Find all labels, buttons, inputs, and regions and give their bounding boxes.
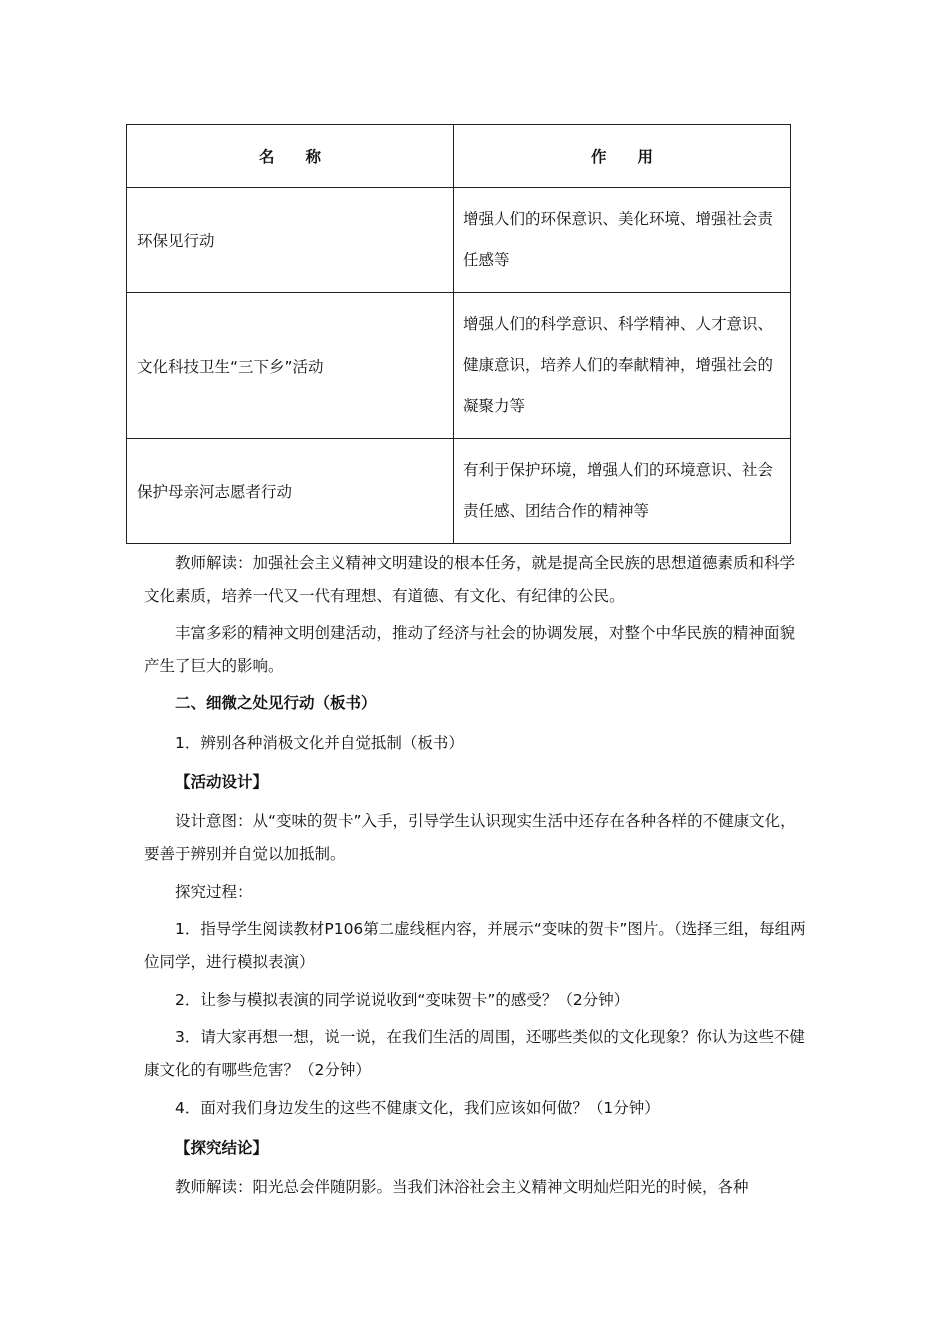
- paragraph-creation-activities: 丰富多彩的精神文明创建活动，推动了经济与社会的协调发展，对整个中华民族的精神面貌产生了巨大的影响。: [144, 624, 796, 675]
- activity-name: 文化科技卫生“三下乡”活动: [127, 293, 454, 439]
- table-row: [127, 439, 791, 544]
- activity-table: [126, 124, 791, 544]
- step-1: 1．指导学生阅读教材P106第二虚线框内容，并展示“变味的贺卡”图片。（选择三组，每组两位同学，进行模拟表演）: [144, 920, 806, 971]
- section-heading: 二、细微之处见行动（板书）: [175, 694, 377, 712]
- paragraph-design-intent: 设计意图：从“变味的贺卡”入手，引导学生认识现实生活中还存在各种各样的不健康文化，要善于辨别并自觉以加抵制。: [144, 812, 796, 863]
- activity-effect: 增强人们的环保意识、美化环境、增强社会责任感等: [454, 188, 791, 293]
- conclusion-text: 教师解读：阳光总会伴随阴影。当我们沐浴社会主义精神文明灿烂阳光的时候，各种: [175, 1178, 749, 1196]
- activity-effect: 有利于保护环境，增强人们的环境意识、社会责任感、团结合作的精神等: [454, 439, 791, 544]
- table-row: [127, 188, 791, 293]
- step-4: 4．面对我们身边发生的这些不健康文化，我们应该如何做？（1分钟）: [175, 1099, 660, 1117]
- step-3: 3．请大家再想一想，说一说，在我们生活的周围，还哪些类似的文化现象？你认为这些不健康文化的有哪些危害？（2分钟）: [144, 1028, 805, 1079]
- header-effect: 作 用: [454, 125, 791, 188]
- process-label: 探究过程：: [175, 883, 253, 901]
- conclusion-label: 【探究结论】: [175, 1139, 269, 1157]
- item-heading: 1．辨别各种消极文化并自觉抵制（板书）: [175, 734, 464, 752]
- activity-name: 保护母亲河志愿者行动: [127, 439, 454, 544]
- header-name: 名 称: [127, 125, 454, 188]
- paragraph-teacher-interpretation: 教师解读：加强社会主义精神文明建设的根本任务，就是提高全民族的思想道德素质和科学文化素质，培养一代又一代有理想、有道德、有文化、有纪律的公民。: [144, 554, 796, 605]
- activity-design-label: 【活动设计】: [175, 773, 269, 791]
- table-row: [127, 293, 791, 439]
- activity-name: 环保见行动: [127, 188, 454, 293]
- table-header-row: [127, 125, 791, 188]
- step-2: 2．让参与模拟表演的同学说说收到“变味贺卡”的感受？（2分钟）: [175, 991, 630, 1009]
- activity-effect: 增强人们的科学意识、科学精神、人才意识、健康意识，培养人们的奉献精神，增强社会的凝聚力等: [454, 293, 791, 439]
